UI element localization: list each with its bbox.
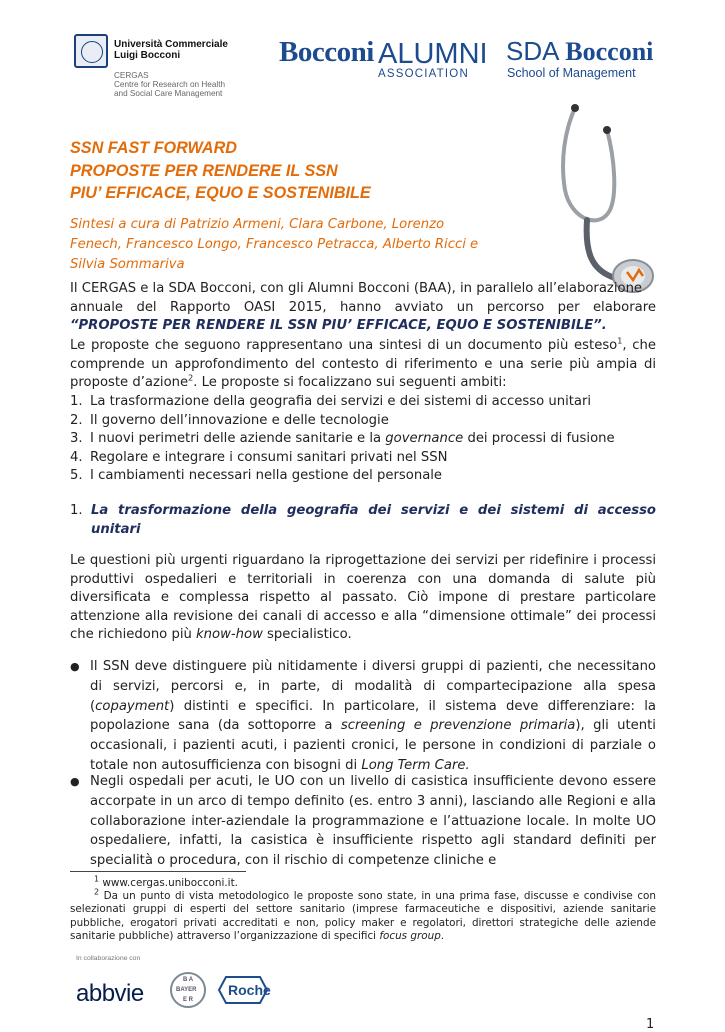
unibocconi-title: Università Commerciale Luigi Bocconi bbox=[114, 39, 228, 61]
abbvie-logo: abbvie bbox=[76, 980, 144, 1007]
authors: Sintesi a cura di Patrizio Armeni, Clara Carbone, Lorenzo Fenech, Francesco Longo, Francesco Petracca, Alberto Ricci e Silvia Sommariva bbox=[70, 217, 479, 272]
list-item: 5. I cambiamenti necessari nella gestione del personale bbox=[70, 468, 443, 484]
bayer-logo: B A BAYER E R bbox=[170, 972, 206, 1008]
unibocconi-crest-icon bbox=[74, 34, 108, 68]
footnote-separator bbox=[70, 871, 246, 872]
document-title: SSN FAST FORWARD PROPOSTE PER RENDERE IL SSN PIU’ EFFICACE, EQUO E SOSTENIBILE bbox=[70, 139, 371, 202]
bullet-item: ● Negli ospedali per acuti, le UO con un livello di casistica insufficiente devono essere accorpate in un arco di tempo definito (es. entro 3 anni), lasciando alle Regioni e alla collaborazione inter-aziendale la programmazione e l’attuazione locale. In molte UO ospedaliere, infatti, la casistica è insufficiente rispetto agli standard definiti per specialità o procedura, con il rischio di competenze cliniche e bbox=[70, 774, 656, 869]
page-number: 1 bbox=[646, 1017, 655, 1032]
bullet-icon: ● bbox=[70, 660, 80, 673]
sda-bocconi-logo: SDA Bocconi School of Management bbox=[506, 36, 654, 80]
section-1-heading: 1. La trasformazione della geografia dei servizi e dei sistemi di accesso unitari bbox=[70, 503, 656, 537]
list-item: 2. Il governo dell’innovazione e delle tecnologie bbox=[70, 412, 389, 428]
roche-logo: Roche bbox=[218, 975, 268, 1005]
list-item: 1. La trasformazione della geografia dei servizi e dei sistemi di accesso unitari bbox=[70, 394, 592, 409]
footnotes bbox=[70, 874, 656, 943]
list-item: 3. I nuovi perimetri delle aziende sanitarie e la governance dei processi di fusione bbox=[70, 431, 615, 447]
stethoscope-icon bbox=[545, 100, 660, 300]
ambiti-list bbox=[70, 393, 656, 486]
bocconi-alumni-logo: Bocconi ALUMNI ASSOCIATION bbox=[279, 36, 488, 80]
intro-paragraph-1: Il CERGAS e la SDA Bocconi, con gli Alumni Bocconi (BAA), in parallelo all’elaborazione annuale del Rapporto OASI 2015, hanno avviato un percorso per elaborare “PROPOSTE PER RENDERE IL SSN PIU’ EFFICACE, EQUO E SOSTENIBILE”. bbox=[70, 281, 656, 334]
unibocconi-logo bbox=[74, 34, 244, 104]
collab-label: In collaborazione con bbox=[76, 955, 141, 962]
cergas-label: CERGAS Centre for Research on Health and Social Care Management bbox=[114, 71, 226, 99]
footnote-2: $^2$ Da un punto di vista metodologico le proposte sono state, in una prima fase, discusse e condivise con selezionati gruppi di esperti del settore sanitario (imprese farmaceutiche e dispositivi, aziende sanitarie pubbliche, erogatori privati accreditati e non, policy maker e regolatori, direttori strategiche delle aziende sanitarie pubbliche) attraverso l’organizzazione di specifici focus group. bbox=[70, 887, 656, 942]
bullet-icon: ● bbox=[70, 775, 80, 788]
bullet-item: ● Il SSN deve distinguere più nitidamente i diversi gruppi di pazienti, che necessitano di servizi, percorsi e, in parte, di modalità di compartecipazione alla spesa (copayment) distinti e specifici. In particolare, il sistema deve differenziare: la popolazione sana (da sottoporre a screening e prevenzione primaria), gli utenti occasionali, i pazienti acuti, i pazienti cronici, le persone in condizioni di parziale o totale non autosufficienza con bisogni di Long Term Care. bbox=[70, 659, 656, 773]
intro-paragraph-2: Le proposte che seguono rappresentano una sintesi di un documento più esteso$^1$, che comprende un approfondimento del contesto di riferimento e una serie più ampia di proposte d’azione$^2$. Le proposte si focalizzano sui seguenti ambiti: bbox=[70, 336, 656, 391]
section-1-paragraph: Le questioni più urgenti riguardano la riprogettazione dei servizi per ridefinire i processi produttivi ospedalieri e territoriali in coerenza con una domanda di salute più diversificata e complessa rispetto al passato. Ciò impone di prestare particolare attenzione alla revisione dei canali di accesso e alla “dimensione ottimale” dei processi che richiedono più know-how specialistico. bbox=[70, 553, 656, 643]
list-item: 4. Regolare e integrare i consumi sanitari privati nel SSN bbox=[70, 449, 448, 465]
footnote-1: $^1$ www.cergas.unibocconi.it. bbox=[94, 874, 238, 889]
